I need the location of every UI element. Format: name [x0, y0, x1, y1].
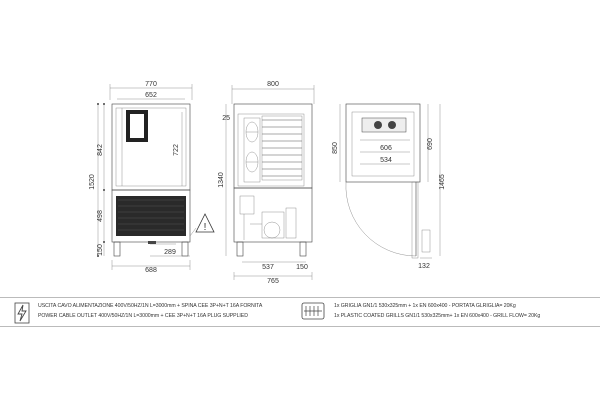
dim-plan-534: 534 [380, 157, 392, 164]
door-swing-arc [346, 182, 416, 256]
dim-plan-606: 606 [380, 145, 392, 152]
dim-front-lower-height: 498 [97, 210, 104, 222]
dim-front-door-height: 722 [173, 144, 180, 156]
dim-plan-850: 850 [332, 142, 339, 154]
dim-side-depth-total: 765 [267, 278, 279, 285]
dim-side-top-offset: 25 [222, 115, 230, 122]
svg-text:!: ! [203, 222, 207, 233]
dim-side-width-top: 800 [267, 81, 279, 88]
dim-front-width-inner: 652 [145, 92, 157, 99]
power-cable-english: POWER CABLE OUTLET 400V/50HZ/1N L=3000mm + CEE 3P+N+T 16A PLUG SUPPLIED [38, 313, 248, 319]
dim-side-feet-offset: 150 [296, 264, 308, 271]
front-view [89, 81, 214, 274]
dim-plan-1465: 1465 [439, 174, 446, 190]
warning-triangle-icon [196, 214, 214, 233]
dim-front-upper-height: 842 [97, 144, 104, 156]
power-cable-italian: USCITA CAVO ALIMENTAZIONE 400V/50HZ/1N L=3000mm + SPINA CEE 3P+N+T 16A FORNITA [38, 303, 263, 309]
dim-front-feet-height: 150 [97, 244, 104, 256]
grills-english: 1x PLASTIC COATED GRILLS GN1/1 530x325mm+ 1x EN 600x400 - GRILL FLOW= 20Kg [334, 313, 541, 319]
grill-tray-icon [300, 301, 326, 321]
dim-plan-132: 132 [418, 263, 430, 270]
fan-icon [246, 122, 258, 172]
dim-front-base-width: 688 [145, 267, 157, 274]
lightning-bolt-icon [14, 302, 30, 324]
dim-front-width-overall: 770 [145, 81, 157, 88]
dim-side-height: 1340 [218, 172, 225, 188]
plan-view [332, 104, 446, 270]
dim-plan-690: 690 [427, 138, 434, 150]
legend [0, 296, 600, 336]
grills-italian: 1x GRIGLIA GN1/1 530x325mm + 1x EN 600x400 - PORTATA GLRIGLIA= 20Kg [334, 303, 516, 309]
dim-front-cable-offset: 289 [164, 249, 176, 256]
dim-front-total-height: 1520 [89, 174, 96, 190]
dim-side-depth-inner: 537 [262, 264, 274, 271]
legend-divider-bottom [0, 326, 600, 327]
side-view [218, 81, 314, 285]
